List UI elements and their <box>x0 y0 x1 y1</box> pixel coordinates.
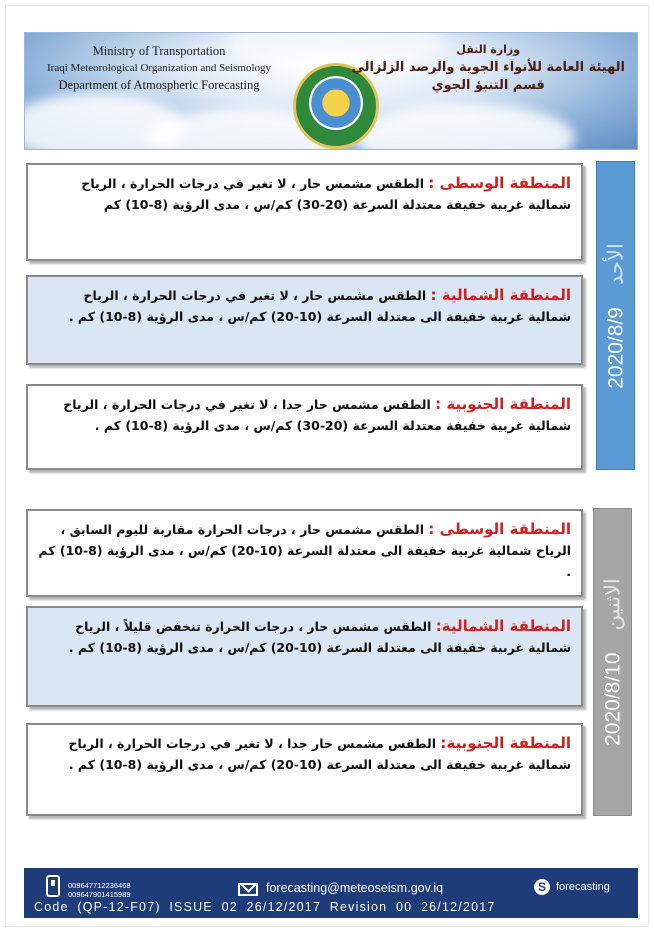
day-tab-2 <box>593 508 632 816</box>
email-icon <box>238 883 258 896</box>
skype-icon: S <box>534 879 550 895</box>
forecast-text: الطقس مشمس حار جدا ، لا تغير في درجات الحرارة ، الرياح شمالية غربية خفيفة معتدلة السرعة (20-30) كم/س ، مدى الرؤية (8-10) كم . <box>63 397 571 433</box>
footer-email-link[interactable]: forecasting@meteoseism.gov.iq <box>266 881 444 895</box>
forecast-text: الطقس مشمس حار ، لا تغير في درجات الحرارة ، الرياح شمالية غربية خفيفة الى معتدلة السرعة (10-20) كم/س ، مدى الرؤية (8-10) كم . <box>68 288 571 324</box>
forecast-card-day1-central <box>26 163 583 261</box>
forecast-card-day1-south <box>26 384 583 470</box>
phone-icon <box>46 875 60 897</box>
day-tab-2-text <box>600 578 625 746</box>
day-tab-1 <box>596 161 635 470</box>
region-name: المنطقة الجنوبية : <box>435 395 571 413</box>
forecast-text: الطقس مشمس حار ، درجات الحرارة تنخفض قليلاً ، الرياح شمالية غربية خفيفة الى معتدلة السرعة (10-20) كم/س ، مدى الرؤية (8-10) كم . <box>68 619 571 655</box>
header-english <box>47 43 271 94</box>
header-organization: Iraqi Meteorological Organization and Seismology <box>47 62 272 74</box>
header-department-ar: قسم التنبؤ الجوي <box>431 78 545 93</box>
header-ministry: Ministry of Transportation <box>92 44 226 58</box>
region-name: المنطقة الشمالية: <box>435 617 571 635</box>
day-date: 2020/8/9 <box>604 306 627 389</box>
header-organization-ar: الهيئة العامة للأنواء الجوية والرصد الزلزالي <box>351 60 625 75</box>
header-arabic <box>351 41 625 95</box>
day-name: الأحد <box>604 242 627 285</box>
footer-phones <box>68 881 131 899</box>
header-department: Department of Atmospheric Forecasting <box>58 78 260 92</box>
forecast-card-day2-south <box>26 723 583 816</box>
footer <box>24 868 638 918</box>
phone-number-2: 009647901415989 <box>68 890 131 899</box>
region-name: المنطقة الجنوبية: <box>440 734 571 752</box>
day-name: الاثنين <box>601 578 624 631</box>
header-ministry-ar: وزارة النقل <box>456 43 521 56</box>
footer-code-line: Code (QP-12-F07) ISSUE 02 26/12/2017 Revision 00 26/12/2017 <box>34 900 496 914</box>
region-name: المنطقة الوسطى : <box>428 520 571 538</box>
forecast-text: الطقس مشمس حار ، لا تغير في درجات الحرارة ، الرياح شمالية غربية خفيفة معتدلة السرعة (20-30) كم/س ، مدى الرؤية (8-10) كم <box>81 176 571 212</box>
region-name: المنطقة الوسطى : <box>428 174 571 192</box>
footer-skype[interactable]: forecasting <box>556 881 610 893</box>
day-tab-1-text <box>603 243 628 389</box>
region-name: المنطقة الشمالية : <box>430 286 571 304</box>
forecast-text: الطقس مشمس حار جدا ، لا تغير في درجات الحرارة ، الرياح شمالية غربية خفيفة الى معتدلة السرعة (10-20) كم/س ، مدى الرؤية (8-10) كم . <box>68 736 571 772</box>
forecast-card-day1-north <box>26 275 583 365</box>
day-date: 2020/8/10 <box>601 652 624 746</box>
forecast-card-day2-north <box>26 606 583 707</box>
header-banner <box>24 32 638 150</box>
phone-number-1: 009647712236468 <box>68 881 131 890</box>
forecast-card-day2-central <box>26 509 583 597</box>
forecast-text: الطقس مشمس حار ، درجات الحرارة مقاربة لليوم السابق ، الرياح شمالية غربية خفيفة الى معتدلة السرعة (10-20) كم/س ، مدى الرؤية (8-10) كم . <box>38 522 571 579</box>
